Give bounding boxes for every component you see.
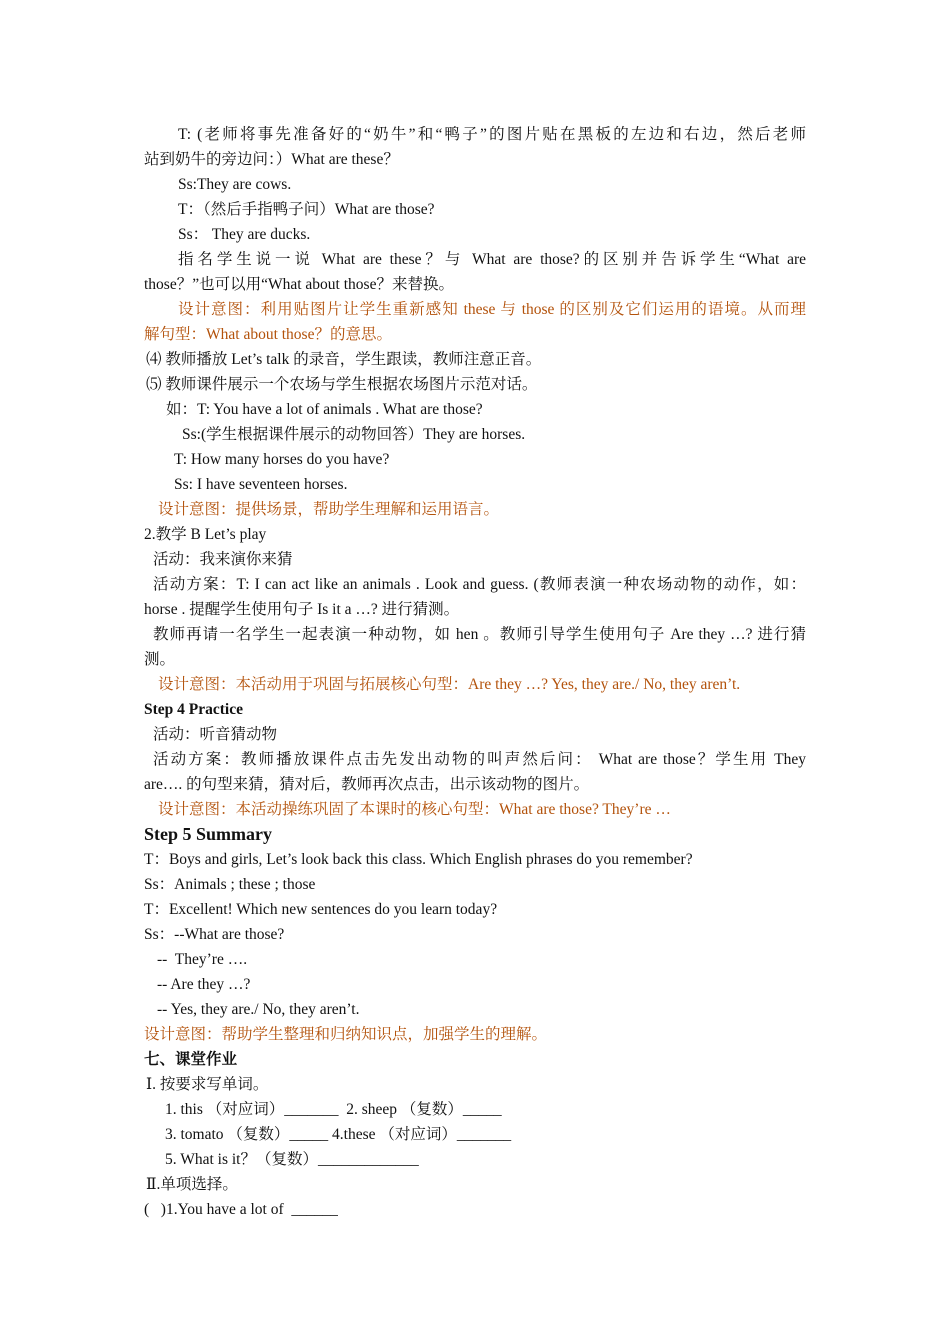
text-line: Ss:(学生根据课件展示的动物回答）They are horses.	[182, 426, 526, 443]
text-line: 活动方案：T: I can act like an animals . Look and guess. (教师表演一种农场动物的动作，如：	[153, 576, 806, 593]
text-line: 如：T: You have a lot of animals . What are those?	[166, 401, 483, 418]
text-line: Ss： They are ducks.	[178, 226, 311, 243]
text-line: ⑸ 教师课件展示一个农场与学生根据农场图片示范对话。	[146, 376, 538, 393]
design-intent: 设计意图：帮助学生整理和归纳知识点，加强学生的理解。	[144, 1026, 548, 1043]
text-line: Ss：Animals ; these ; those	[144, 876, 316, 893]
exercise-part-heading: Ⅱ.单项选择。	[146, 1176, 238, 1193]
text-line: are…. 的句型来猜，猜对后，教师再次点击，出示该动物的图片。	[144, 776, 590, 793]
exercise-part-heading: Ⅰ. 按要求写单词。	[146, 1076, 269, 1093]
text-line: T：Excellent! Which new sentences do you learn today?	[144, 901, 498, 918]
text-line: T：Boys and girls, Let’s look back this class. Which English phrases do you remember?	[144, 851, 693, 868]
exercise-item: ( )1.You have a lot of ______	[144, 1201, 338, 1218]
text-line: T：（然后手指鸭子问）What are those?	[178, 201, 435, 218]
homework-heading: 七、课堂作业	[144, 1051, 238, 1068]
text-line: -- They’re ….	[157, 951, 248, 968]
text-line: ⑷ 教师播放 Let’s talk 的录音，学生跟读，教师注意正音。	[146, 351, 542, 368]
text-line: 活动：听音猜动物	[153, 726, 278, 743]
exercise-item: 5. What is it？（复数）_____________	[165, 1151, 419, 1168]
exercise-item: 1. this （对应词）_______ 2. sheep （复数）_____	[165, 1101, 502, 1118]
exercise-item: 3. tomato （复数）_____ 4.these （对应词）_______	[165, 1126, 512, 1143]
text-line: horse . 提醒学生使用句子 Is it a …? 进行猜测。	[144, 601, 460, 618]
design-intent: 设计意图：本活动用于巩固与拓展核心句型：Are they …? Yes, they are./ No, they aren’t.	[158, 676, 741, 693]
text-line: Ss：--What are those?	[144, 926, 285, 943]
text-line: 活动：我来演你来猜	[153, 551, 293, 568]
text-line: -- Are they …?	[157, 976, 251, 993]
text-line: Ss:They are cows.	[178, 176, 292, 193]
step-5-heading: Step 5 Summary	[144, 824, 273, 844]
text-line: T: How many horses do you have?	[174, 451, 390, 468]
text-line: those？”也可以用“What about those？来替换。	[144, 276, 454, 293]
text-line: 测。	[144, 651, 176, 668]
text-line: Ss: I have seventeen horses.	[174, 476, 348, 493]
text-line: 教师再请一名学生一起表演一种动物，如 hen 。教师引导学生使用句子 Are they …? 进行猜	[153, 626, 806, 643]
design-intent: 解句型：What about those？的意思。	[144, 326, 392, 343]
step-4-heading: Step 4 Practice	[144, 701, 243, 718]
text-line: 活动方案：教师播放课件点击先发出动物的叫声然后问： What are those？学生用 They	[153, 751, 806, 768]
text-line: 指名学生说一说 What are these？与 What are those?的区别并告诉学生“What are	[178, 251, 806, 268]
design-intent: 设计意图：利用贴图片让学生重新感知 these 与 those 的区别及它们运用的语境。从而理	[178, 301, 806, 318]
design-intent: 设计意图：本活动操练巩固了本课时的核心句型：What are those? They’re …	[158, 801, 671, 818]
section-heading: 2.教学 B Let’s play	[144, 526, 267, 543]
text-line: T: (老师将事先准备好的“奶牛”和“鸭子”的图片贴在黑板的左边和右边，然后老师	[178, 126, 806, 143]
design-intent: 设计意图：提供场景，帮助学生理解和运用语言。	[158, 501, 500, 518]
text-line: -- Yes, they are./ No, they aren’t.	[157, 1001, 360, 1018]
text-line: 站到奶牛的旁边问：）What are these？	[144, 151, 399, 168]
